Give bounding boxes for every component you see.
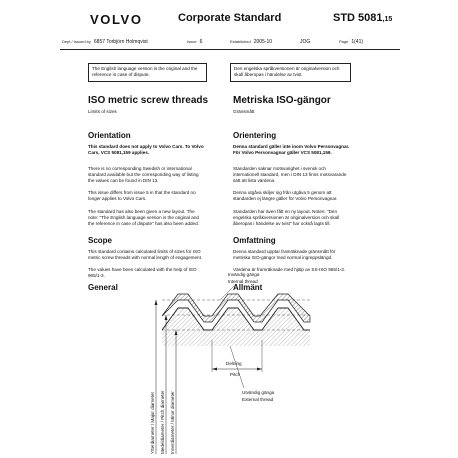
external-thread-label-sv: Utvändig gänga xyxy=(242,390,275,395)
paragraph-2-sv: Denna utgåva skiljer sig från utgåva 5 genom att standarden ej längre gäller för Volvo Personvagnar. xyxy=(233,190,338,202)
initials-field xyxy=(297,39,310,45)
page-label: Page xyxy=(339,39,349,44)
thread-profile-diagram xyxy=(150,270,320,458)
initials-value: JOG xyxy=(300,39,311,45)
notice-box-en: The English language version is the original and the reference in case of dispute. xyxy=(88,63,207,82)
internal-thread-label-en: Internal thread xyxy=(228,279,258,284)
dept-value: 6857 Torbjörn Holmqvist xyxy=(93,39,148,45)
scope-paragraph-1-en: This standard contains calculated limits of sizes for ISO metric screw threads with normal length of engagement. xyxy=(88,249,203,261)
subtitle-en: Limits of sizes xyxy=(88,109,117,114)
title-en: ISO metric screw threads xyxy=(88,95,209,106)
issue-value: 6 xyxy=(199,39,203,45)
subtitle-sv: Gränsmått xyxy=(233,109,255,114)
page-value: 1(41) xyxy=(351,39,364,45)
paragraph-3-sv: Standarden har även fått en ny layout. Noten: "Den engelska språkversionen är originalversion och skall åberopas i händelse av tvist" har också lagts till. xyxy=(233,209,340,227)
orientation-heading-en: Orientation xyxy=(88,131,131,140)
scope-paragraph-2-en: The values have been calculated with the help of ISO 965/1-3. xyxy=(88,267,197,279)
dept-field xyxy=(62,39,148,45)
scope-paragraph-1-sv: Denna standard upptar framräknade gränsmått för metriska ISO-gängor med normal ingreppslängd. xyxy=(233,249,336,261)
issue-field xyxy=(187,39,202,45)
pitch-label-en: Pitch xyxy=(230,372,241,377)
major-diameter-label: Ytterdiameter / Major diameter xyxy=(150,391,155,454)
paragraph-1-en: There is no corresponding Swedish or international standard available but the corresponding way of listing the values can be found in DIN 13. xyxy=(88,166,199,184)
standard-number xyxy=(333,12,392,24)
standard-number-main: STD 5081 xyxy=(333,12,383,24)
orientation-note-en: This standard does not apply to Volvo Cars. To Volvo Cars, VCS 5081,159 applies. xyxy=(88,144,204,156)
established-value: 2005-10 xyxy=(253,39,273,45)
page-field xyxy=(339,39,363,45)
orientation-heading-sv: Orientering xyxy=(233,131,277,140)
standard-number-suffix: ,15 xyxy=(382,16,393,23)
scope-paragraph-2-sv: Värdena är framräknade med hjälp av SS-ISO 965/1-3. xyxy=(233,267,346,272)
general-heading-sv: Allmänt xyxy=(233,283,263,292)
document-type: Corporate Standard xyxy=(178,12,282,24)
title-sv: Metriska ISO-gängor xyxy=(233,95,331,106)
pitch-diameter-label: Medeldiameter / Pitch diameter xyxy=(160,390,165,454)
volvo-logo: VOLVO xyxy=(90,12,143,27)
notice-box-sv: Den engelska språkversionen är originalversion och skall åberopas i händelse av tvist. xyxy=(230,63,351,82)
external-thread-label-en: External thread xyxy=(242,397,274,402)
pitch-label-sv: Delning xyxy=(226,361,242,366)
established-label: Established xyxy=(230,39,251,44)
internal-thread-label-sv: Invändig gänga xyxy=(228,272,260,277)
scope-heading-en: Scope xyxy=(88,236,113,245)
paragraph-2-en: This issue differs from issue 5 in that the standard no longer applies to Volvo Cars. xyxy=(88,190,196,202)
dept-label: Dept / Issued by xyxy=(62,39,91,44)
orientation-note-sv: Denna standard gäller inte inom Volvo Personvagnar. För Volvo Personvagnar gäller VCS 5081,159. xyxy=(233,144,350,156)
scope-heading-sv: Omfattning xyxy=(233,236,276,245)
header-rule xyxy=(60,49,400,50)
issue-label: Issue xyxy=(187,39,197,44)
external-thread-fill xyxy=(162,308,310,346)
paragraph-3-en: The standard has also been given a new layout. The note: "The English language version is the original and the reference in case of dispute" has also been added. xyxy=(88,209,199,227)
paragraph-1-sv: Standarden saknar motsvarighet i svensk och internationell standard, men i DIN 13 finns motsvarande sätt att lista värdena. xyxy=(233,166,347,184)
general-heading-en: General xyxy=(88,283,118,292)
minor-diameter-label: Innerdiameter / Minor diameter xyxy=(170,391,175,454)
established-field xyxy=(230,39,272,45)
